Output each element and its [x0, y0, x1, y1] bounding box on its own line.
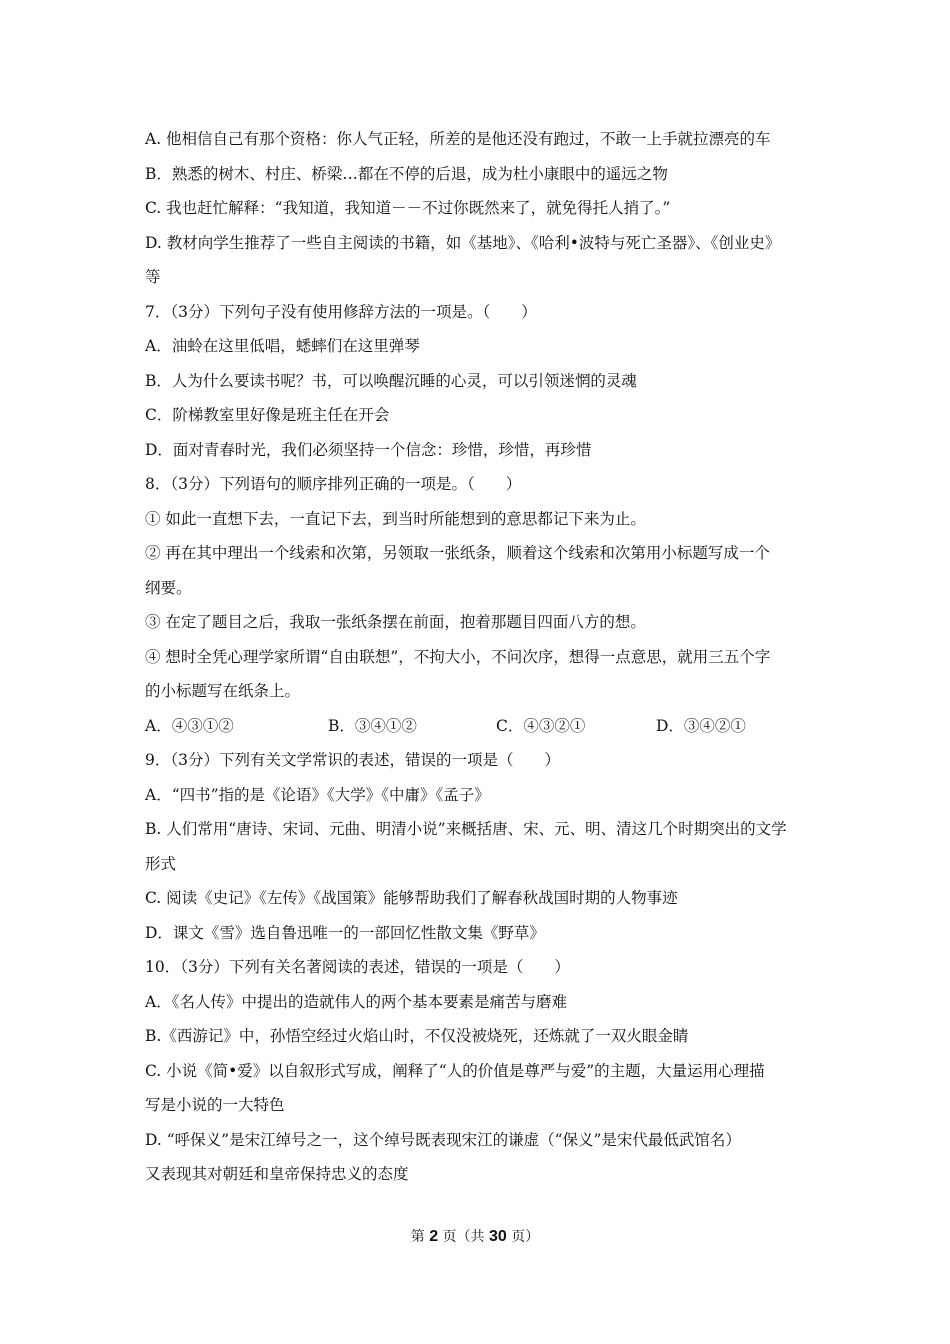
- q9-option-b: B. 人们常用“唐诗、宋词、元曲、明清小说”来概括唐、宋、元、明、清这几个时期突出的文学: [145, 820, 787, 838]
- q8-sentence-4-cont: 的小标题写在纸条上。: [145, 682, 301, 700]
- question-9: [145, 743, 813, 950]
- q8-options-row: [145, 709, 813, 744]
- question-7: [145, 295, 813, 468]
- page-footer: [0, 1226, 950, 1248]
- q7-option-a: A．油蛉在这里低唱，蟋蟀们在这里弹琴: [145, 337, 420, 355]
- q8-option-c: C．④③②①: [496, 716, 586, 735]
- q8-sentence-1: ① 如此一直想下去，一直记下去，到当时所能想到的意思都记下来为止。: [145, 509, 646, 528]
- q6-option-d: D. 教材向学生推荐了一些自主阅读的书籍，如《基地》、《哈利•波特与死亡圣器》、《创业史》: [145, 233, 781, 252]
- q8-sentence-3: ③ 在定了题目之后，我取一张纸条摆在前面，抱着那题目四面八方的想。: [145, 613, 646, 631]
- q8-sentence-4: ④ 想时全凭心理学家所谓“自由联想”，不拘大小，不问次序，想得一点意思，就用三五个字: [145, 647, 771, 666]
- q6-option-d-cont: 等: [145, 268, 161, 286]
- q9-option-c: C. 阅读《史记》《左传》《战国策》能够帮助我们了解春秋战国时期的人物事迹: [145, 889, 678, 907]
- q6-option-a: A. 他相信自己有那个资格：你人气正轻，所差的是他还没有跑过，不敢一上手就拉漂亮的车: [145, 130, 771, 148]
- q9-stem: 9．（3分）下列有关文学常识的表述，错误的一项是（ ）: [145, 751, 560, 769]
- footer-middle: 页（共: [442, 1229, 485, 1245]
- q8-sentence-2: ② 再在其中理出一个线索和次第，另领取一张纸条，顺着这个线索和次第用小标题写成一个: [145, 544, 770, 562]
- q10-option-b: B.《西游记》中，孙悟空经过火焰山时，不仅没被烧死，还炼就了一双火眼金睛: [145, 1027, 689, 1045]
- footer-prefix: 第: [410, 1229, 425, 1245]
- q10-option-d-cont: 又表现其对朝廷和皇帝保持忠义的态度: [145, 1165, 409, 1183]
- q6-option-b: B．熟悉的树木、村庄、桥梁…都在不停的后退，成为杜小康眼中的遥远之物: [145, 164, 668, 183]
- q8-option-a: A．④③①②: [145, 716, 234, 735]
- q10-stem: 10．（3分）下列有关名著阅读的表述，错误的一项是（ ）: [145, 958, 570, 976]
- footer-suffix: 页）: [511, 1229, 540, 1245]
- q8-option-b: B．③④①②: [328, 716, 417, 735]
- q8-option-d: D．③④②①: [656, 716, 746, 735]
- q10-option-c-cont: 写是小说的一大特色: [145, 1096, 285, 1114]
- page-content: [145, 122, 813, 1192]
- q6-option-c: C. 我也赶忙解释：“我知道，我知道－－不过你既然来了，就免得托人捎了。”: [145, 199, 671, 217]
- q7-option-d: D．面对青春时光，我们必须坚持一个信念：珍惜，珍惜，再珍惜: [145, 440, 592, 459]
- q7-stem: 7．（3分）下列句子没有使用修辞方法的一项是。（ ）: [145, 302, 537, 321]
- q7-option-b: B．人为什么要读书呢？书，可以唤醒沉睡的心灵，可以引领迷惘的灵魂: [145, 371, 637, 390]
- footer-page-number: 2: [429, 1228, 439, 1245]
- q10-option-d: D. “呼保义”是宋江绰号之一，这个绰号既表现宋江的谦虚（“保义”是宋代最低武馆名）: [145, 1130, 741, 1149]
- footer-total-pages: 30: [489, 1228, 507, 1245]
- question-6-options: [145, 122, 813, 295]
- q7-option-c: C．阶梯教室里好像是班主任在开会: [145, 406, 390, 424]
- q8-stem: 8．（3分）下列语句的顺序排列正确的一项是。（ ）: [145, 475, 522, 493]
- question-10: [145, 950, 813, 1192]
- q9-option-d: D．课文《雪》选自鲁迅唯一的一部回忆性散文集《野草》: [145, 923, 545, 942]
- q10-option-a: A．《名人传》中提出的造就伟人的两个基本要素是痛苦与磨难: [145, 992, 567, 1011]
- q9-option-b-cont: 形式: [145, 854, 177, 873]
- q8-sentence-2-cont: 纲要。: [145, 578, 192, 597]
- question-8: [145, 467, 813, 743]
- q9-option-a: A．“四书”指的是《论语》《大学》《中庸》《孟子》: [145, 785, 490, 804]
- q10-option-c: C. 小说《简•爱》以自叙形式写成，阐释了“人的价值是尊严与爱”的主题，大量运用心理描: [145, 1061, 765, 1080]
